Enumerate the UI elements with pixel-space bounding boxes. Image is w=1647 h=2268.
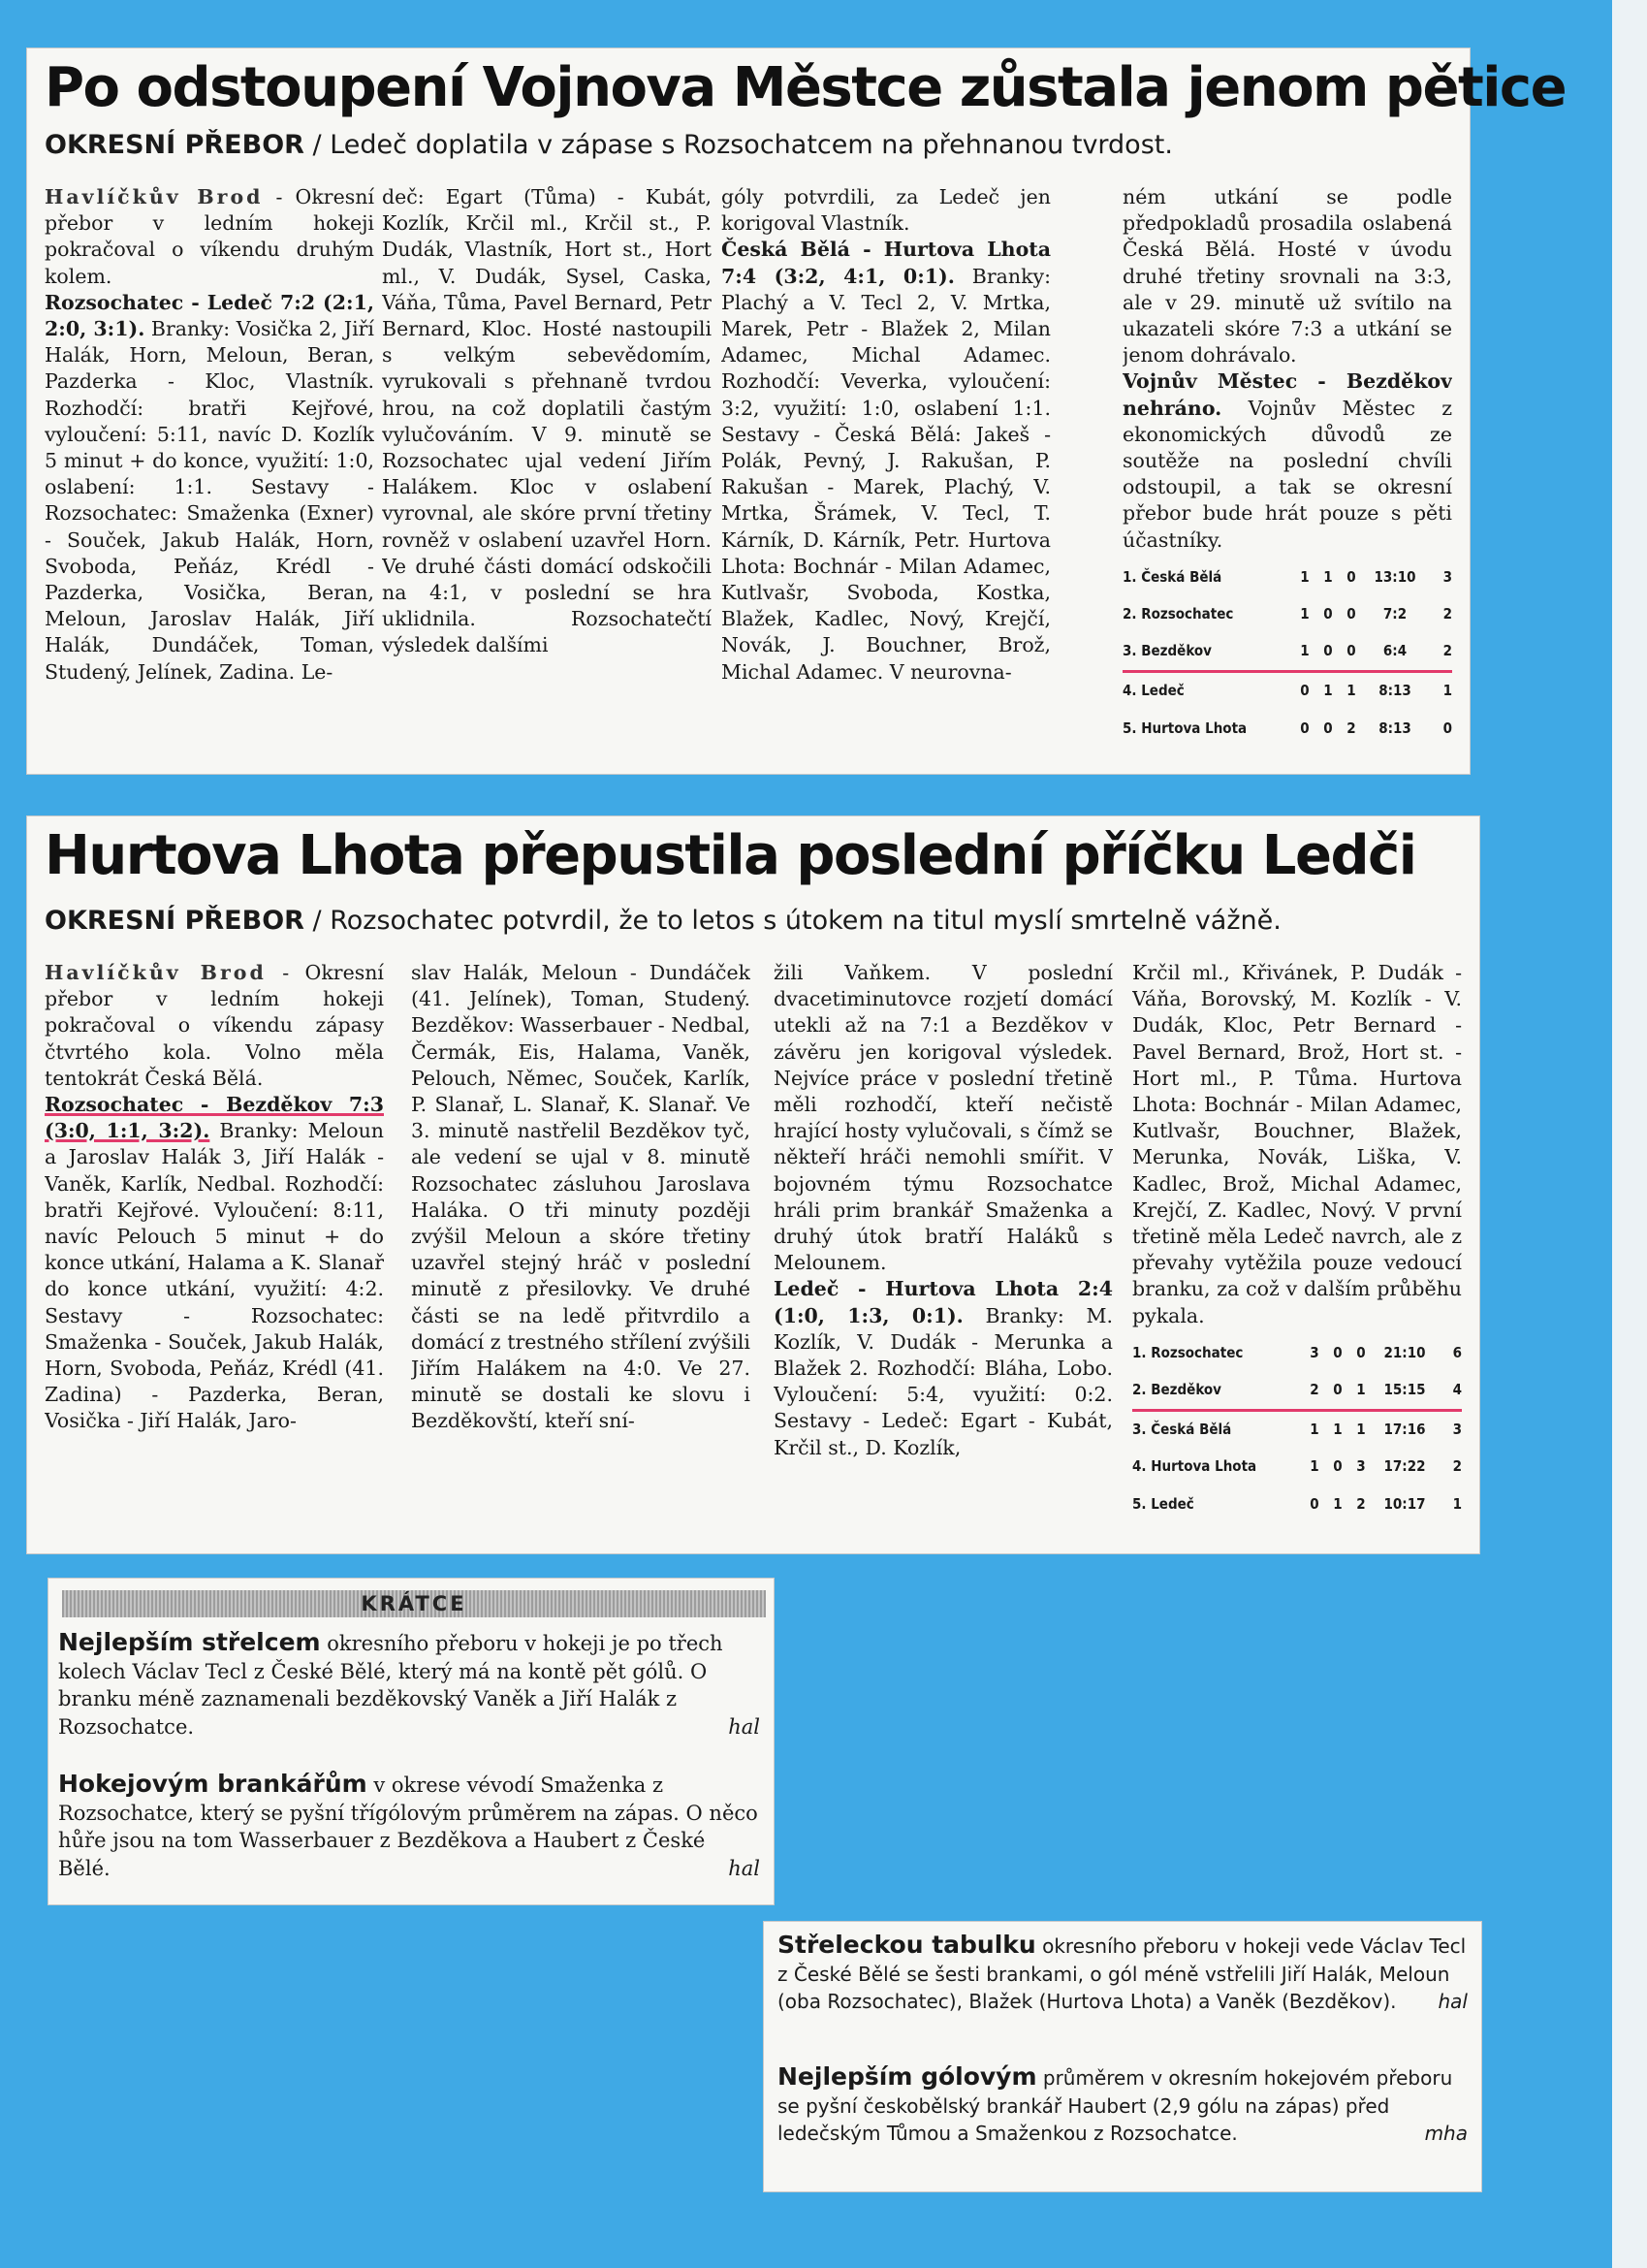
standings-score: 8:13 bbox=[1378, 719, 1411, 737]
standings-d: 0 bbox=[1323, 605, 1333, 623]
article-1-headline: Po odstoupení Vojnova Městce zůstala jenom pětice bbox=[45, 56, 1567, 119]
standings-pts: 1 bbox=[1442, 682, 1452, 700]
standings-l: 0 bbox=[1346, 567, 1356, 586]
standings-row bbox=[1132, 1486, 1462, 1523]
kratce-item-2-lead: Hokejovým brankářům bbox=[58, 1770, 367, 1798]
standings-team: 3. Bezděkov bbox=[1123, 633, 1293, 672]
standings-team: 2. Bezděkov bbox=[1132, 1372, 1303, 1411]
article-2-column-3 bbox=[774, 960, 1113, 1542]
article-2-kicker: OKRESNÍ PŘEBOR bbox=[45, 906, 304, 936]
article-1-column-2 bbox=[382, 184, 712, 766]
kratce-item-1-text: okresního přeboru v hokeji je po třech kolech Václav Tecl z České Bělé, který má na kontě pět gólů. O branku méně zaznamenali bezděkovský Vaněk a Jiří Halák z Rozsochatce. bbox=[58, 1632, 723, 1739]
kratce-item-2 bbox=[58, 1771, 760, 1882]
standings-score: 15:15 bbox=[1373, 1372, 1437, 1411]
standings-row bbox=[1123, 596, 1452, 633]
article-2-subtitle: / Rozsochatec potvrdil, že to letos s útokem na titul myslí smrtelně vážně. bbox=[303, 906, 1282, 936]
standings-w: 1 bbox=[1300, 605, 1310, 623]
article-2-col4-text: Krčil ml., Křivánek, P. Dudák - Váňa, Borovský, M. Kozlík - V. Dudák, Kloc, Petr Bernard - Pavel Bernard, Brož, Hort st. - Hort ml., P. Tůma. Hurtova Lhota: Bochnár - Milan Adamec, Kutlvašr, Bouchner, Blažek, Merunka, Novák, Liška, V. Kadlec, Brož, Michal Adamec, Krejčí, Z. Kadlec, Nový. V první třetině měla Ledeč navrch, ale z převahy vytěžila pouze vedoucí branku, za což v dalším průběhu pykala. bbox=[1132, 961, 1462, 1327]
standings-l: 0 bbox=[1346, 605, 1356, 623]
brief-3-item-2-lead: Nejlepším gólovým bbox=[777, 2062, 1037, 2091]
article-1-match-1: Rozsochatec - Ledeč 7:2 (2:1, 2:0, 3:1). bbox=[45, 290, 374, 341]
brief-3-clipping bbox=[764, 1922, 1481, 2191]
standings-row bbox=[1123, 633, 1452, 672]
kratce-item-2-signature: hal bbox=[728, 1856, 760, 1880]
article-1-col2-text: deč: Egart (Tůma) - Kubát, Kozlík, Krčil ml., Krčil st., P. Dudák, Vlastník, Hort st., Hort ml., V. Dudák, Sysel, Caska, Váňa, Tůma, Pavel Bernard, Petr Bernard, Kloc. Hosté nastoupili s velkým sebevědomím, vyrukovali s přehnaně tvrdou hrou, na což doplatili častým vylučováním. V 9. minutě se Rozsochatec ujal vedení Jiřím Halákem. Kloc v oslabení vyrovnal, ale skóre první třetiny rovněž v oslabení uzavřel Horn. Ve druhé části domácí odskočili na 4:1, v poslední se hra uklidnila. Rozsochatečtí výsledek dalšími bbox=[382, 185, 712, 657]
standings-row bbox=[1132, 1411, 1462, 1450]
standings-team: 2. Rozsochatec bbox=[1123, 605, 1234, 623]
article-2-col2-text: slav Halák, Meloun - Dundáček (41. Jelínek), Toman, Studený. Bezděkov: Wasserbauer - Nedbal, Čermák, Eis, Halama, Vaněk, Pelouch, Němec, Souček, Karlík, P. Slanař, L. Slanař, K. Slanař. Ve 3. minutě nastřelil Bezděkov tyč, ale vedení se ujal v 8. minutě Rozsochatec zásluhou Jaroslava Haláka. O tři minuty později zvýšil Meloun a skóre třetiny uzavřel stejný hráč v poslední minutě z přesilovky. Ve druhé části se na ledě přitvrdilo a domácí z trestného střílení zvýšili Jiřím Halákem na 4:0. Ve 27. minutě se dostali ke slovu i Bezděkovští, kteří sní- bbox=[411, 961, 750, 1433]
standings-team: 5. Ledeč bbox=[1132, 1494, 1194, 1513]
article-1-match-3: Vojnův Městec - Bezděkov nehráno. bbox=[1123, 369, 1452, 420]
article-2-column-1 bbox=[45, 960, 384, 1542]
standings-l: 1 bbox=[1346, 682, 1356, 700]
kratce-label: KRÁTCE bbox=[62, 1590, 766, 1617]
brief-3-item-1-lead: Střeleckou tabulku bbox=[777, 1931, 1036, 1959]
standings-row bbox=[1132, 1449, 1462, 1485]
article-1-match-2: Česká Bělá - Hurtova Lhota 7:4 (3:2, 4:1, 0:1). bbox=[721, 238, 1051, 288]
standings-d: 1 bbox=[1323, 682, 1333, 700]
brief-3-item-1-text: okresního přeboru v hokeji vede Václav Tecl z České Bělé se šesti brankami, o gól méně vstřelili Jiří Halák, Meloun (oba Rozsochatec), Blažek (Hurtova Lhota) a Vaněk (Bezděkov). bbox=[777, 1934, 1467, 2013]
standings-l: 0 bbox=[1340, 633, 1363, 672]
article-1-column-4 bbox=[1123, 184, 1452, 766]
standings-w: 0 bbox=[1310, 1494, 1319, 1513]
article-1-col4-intro: ném utkání se podle předpokladů prosadila oslabená Česká Bělá. Hosté v úvodu druhé třetiny srovnali na 3:3, ale v 29. minutě už svítilo na ukazateli skóre 7:3 a utkání se jenom dohrávalo. bbox=[1123, 185, 1452, 367]
standings-score: 17:16 bbox=[1383, 1421, 1426, 1439]
brief-3-item-2 bbox=[777, 2063, 1468, 2148]
standings-pts: 3 bbox=[1452, 1421, 1462, 1439]
standings-score: 21:10 bbox=[1383, 1343, 1426, 1361]
kratce-item-2-text: v okrese vévodí Smaženka z Rozsochatce, který se pyšní třígólovým průměrem na zápas. O něco hůře jsou na tom Wasserbauer z Bezděkova a Haubert z České Bělé. bbox=[58, 1773, 758, 1880]
standings-row bbox=[1132, 1335, 1462, 1372]
standings-row bbox=[1123, 711, 1452, 748]
standings-row bbox=[1123, 559, 1452, 596]
article-1-subline bbox=[45, 130, 1460, 160]
standings-team: 4. Ledeč bbox=[1123, 682, 1185, 700]
article-2-intro: - Okresní přebor v ledním hokeji pokračoval o víkendu zápasy čtvrtého kola. Volno měla tentokrát Česká Bělá. bbox=[45, 961, 384, 1090]
brief-3-item-2-signature: mha bbox=[1424, 2122, 1468, 2145]
article-2-match-2: Ledeč - Hurtova Lhota 2:4 (1:0, 1:3, 0:1). bbox=[774, 1277, 1113, 1327]
standings-score: 17:22 bbox=[1383, 1457, 1426, 1476]
standings-team: 4. Hurtova Lhota bbox=[1132, 1457, 1257, 1476]
standings-w: 0 bbox=[1300, 682, 1310, 700]
article-1-match-1-report: Branky: Vosička 2, Jiří Halák, Horn, Meloun, Beran, Pazderka - Kloc, Vlastník. Rozhodčí: bratři Kejřové, vyloučení: 5:11, navíc D. Kozlík 5 minut + do konce, využití: 1:0, oslabení: 1:1. Sestavy - Rozsochatec: Smaženka (Exner) - Souček, Jakub Halák, Horn, Svoboda, Peňáz, Krédl - Pazderka, Vosička, Beran, Meloun, Jaroslav Halák, Jiří Halák, Dundáček, Toman, Studený, Jelínek, Zadina. Le- bbox=[45, 317, 374, 684]
standings-pts: 4 bbox=[1437, 1372, 1462, 1411]
standings-d: 1 bbox=[1333, 1421, 1343, 1439]
standings-pts: 3 bbox=[1442, 567, 1452, 586]
standings-d: 1 bbox=[1333, 1494, 1343, 1513]
standings-w: 0 bbox=[1300, 719, 1310, 737]
brief-3-item-1 bbox=[777, 1932, 1468, 2016]
standings-team: 3. Česká Bělá bbox=[1132, 1421, 1232, 1439]
standings-w: 2 bbox=[1303, 1372, 1326, 1411]
standings-l: 2 bbox=[1346, 719, 1356, 737]
kratce-item-1-signature: hal bbox=[728, 1714, 760, 1739]
standings-d: 1 bbox=[1323, 567, 1333, 586]
standings-pts: 2 bbox=[1427, 633, 1452, 672]
article-1-col3-intro: góly potvrdili, za Ledeč jen korigoval Vlastník. bbox=[721, 185, 1051, 236]
standings-pts: 6 bbox=[1452, 1343, 1462, 1361]
brief-3-item-2-text: průměrem v okresním hokejovém přeboru se pyšní českobělský brankář Haubert (2,9 gólu na zápas) před ledečským Tůmou a Smaženkou z Rozsochatce. bbox=[777, 2066, 1453, 2145]
article-2-headline: Hurtova Lhota přepustila poslední příčku Ledči bbox=[45, 824, 1416, 887]
article-1-clipping bbox=[27, 48, 1567, 774]
article-2-col3-intro: žili Vaňkem. V poslední dvacetiminutovce rozjetí domácí utekli až na 7:1 a Bezděkov v závěru jen korigoval výsledek. Nejvíce práce v poslední třetině měli rozhodčí, kteří nečistě hrající hosty vylučovali, s čímž se někteří hráči nemohli smířit. V bojovném týmu Rozsochatce hráli prim brankář Smaženka a druhý útok bratří Haláků s Melounem. bbox=[774, 961, 1113, 1275]
article-2-column-2 bbox=[411, 960, 750, 1542]
standings-score: 6:4 bbox=[1363, 633, 1427, 672]
standings-pts: 0 bbox=[1442, 719, 1452, 737]
kratce-clipping bbox=[48, 1579, 774, 1904]
kratce-item-1-lead: Nejlepším střelcem bbox=[58, 1628, 321, 1656]
article-1-match-2-report: Branky: Plachý a V. Tecl 2, V. Mrtka, Marek, Petr - Blažek 2, Milan Adamec, Michal Adamec. Rozhodčí: Veverka, vyloučení: 3:2, využití: 1:0, oslabení 1:1. Sestavy - Česká Bělá: Jakeš - Polák, Pevný, J. Rakušan, P. Rakušan - Marek, Plachý, V. Mrtka, Šrámek, V. Tecl, T. Kárník, D. Kárník, Petr. Hurtova Lhota: Bochnár - Milan Adamec, Kutlvašr, Svoboda, Kostka, Blažek, Kadlec, Nový, Krejčí, Novák, J. Bouchner, Brož, Michal Adamec. V neurovna- bbox=[721, 264, 1051, 684]
article-2-standings-table bbox=[1132, 1335, 1462, 1523]
standings-team: 5. Hurtova Lhota bbox=[1123, 719, 1248, 737]
standings-l: 0 bbox=[1356, 1343, 1366, 1361]
standings-l: 1 bbox=[1349, 1372, 1373, 1411]
scanner-edge bbox=[1612, 0, 1647, 2268]
standings-d: 0 bbox=[1326, 1372, 1349, 1411]
article-1-intro: - Okresní přebor v ledním hokeji pokračoval o víkendu druhým kolem. bbox=[45, 185, 374, 288]
standings-score: 13:10 bbox=[1374, 567, 1416, 586]
standings-w: 1 bbox=[1310, 1457, 1319, 1476]
article-1-standings-table bbox=[1123, 559, 1452, 748]
standings-d: 0 bbox=[1333, 1343, 1343, 1361]
standings-team: 1. Česká Bělá bbox=[1123, 567, 1222, 586]
article-1-column-1 bbox=[45, 184, 374, 766]
standings-pts: 2 bbox=[1452, 1457, 1462, 1476]
standings-score: 8:13 bbox=[1378, 682, 1411, 700]
standings-l: 1 bbox=[1356, 1421, 1366, 1439]
standings-w: 1 bbox=[1300, 567, 1310, 586]
article-2-match-1-report: Branky: Meloun a Jaroslav Halák 3, Jiří Halák - Vaněk, Karlík, Nedbal. Rozhodčí: bratři Kejřové. Vyloučení: 8:11, navíc Pelouch 5 minut + do konce utkání, Halama a K. Slanař do konce utkání, využití: 4:2. Sestavy - Rozsochatec: Smaženka - Souček, Jakub Halák, Horn, Svoboda, Peňáz, Krédl (41. Zadina) - Pazderka, Beran, Vosička - Jiří Halák, Jaro- bbox=[45, 1119, 384, 1433]
standings-d: 0 bbox=[1323, 719, 1333, 737]
brief-3-item-1-signature: hal bbox=[1438, 1990, 1468, 2013]
standings-w: 1 bbox=[1293, 633, 1316, 672]
article-2-subline bbox=[45, 906, 1470, 936]
standings-row bbox=[1123, 672, 1452, 711]
standings-score: 10:17 bbox=[1383, 1494, 1426, 1513]
article-2-place: Havlíčkův Brod bbox=[45, 961, 267, 984]
standings-w: 3 bbox=[1310, 1343, 1319, 1361]
standings-d: 0 bbox=[1333, 1457, 1343, 1476]
kratce-item-1 bbox=[58, 1629, 760, 1741]
standings-team: 1. Rozsochatec bbox=[1132, 1343, 1244, 1361]
article-1-match-3-report: Vojnův Městec z ekonomických důvodů ze soutěže na poslední chvíli odstoupil, a tak se okresní přebor bude hrát pouze s pěti účastníky. bbox=[1123, 396, 1452, 552]
standings-pts: 2 bbox=[1442, 605, 1452, 623]
article-2-clipping bbox=[27, 816, 1479, 1553]
standings-l: 2 bbox=[1356, 1494, 1366, 1513]
article-1-place: Havlíčkův Brod bbox=[45, 185, 264, 208]
standings-row bbox=[1132, 1372, 1462, 1411]
article-1-subtitle: / Ledeč doplatila v zápase s Rozsochatcem na přehnanou tvrdost. bbox=[303, 130, 1173, 160]
standings-w: 1 bbox=[1310, 1421, 1319, 1439]
article-2-match-2-report: Branky: M. Kozlík, V. Dudák - Merunka a Blažek 2. Rozhodčí: Bláha, Lobo. Vyloučení: 5:4, využití: 0:2. Sestavy - Ledeč: Egart - Kubát, Krčil st., D. Kozlík, bbox=[774, 1303, 1113, 1459]
standings-l: 3 bbox=[1356, 1457, 1366, 1476]
standings-d: 0 bbox=[1316, 633, 1340, 672]
standings-pts: 1 bbox=[1452, 1494, 1462, 1513]
article-1-kicker: OKRESNÍ PŘEBOR bbox=[45, 130, 304, 160]
article-1-column-3 bbox=[721, 184, 1051, 766]
article-2-column-4 bbox=[1132, 960, 1462, 1542]
article-2-match-1: Rozsochatec - Bezděkov 7:3 (3:0, 1:1, 3:2). bbox=[45, 1093, 384, 1143]
standings-score: 7:2 bbox=[1382, 605, 1408, 623]
